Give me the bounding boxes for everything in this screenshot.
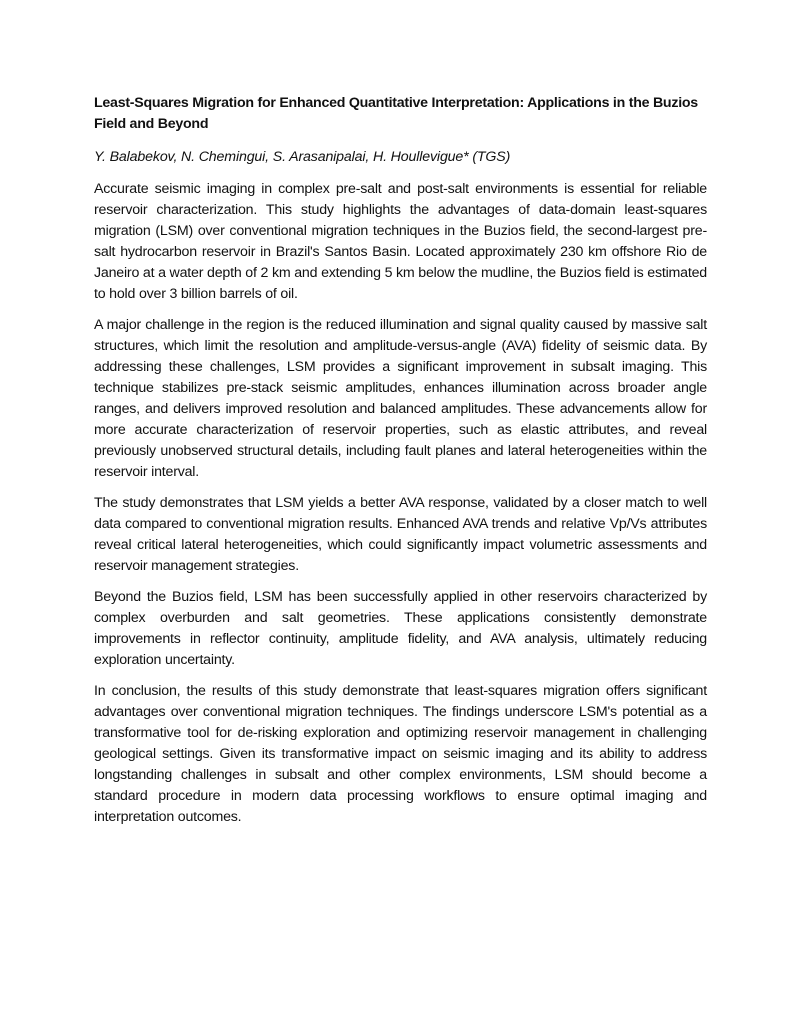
document-title: Least-Squares Migration for Enhanced Quantitative Interpretation: Applications in the Buzios Field and Beyond <box>94 95 698 132</box>
abstract-paragraph-5: In conclusion, the results of this study demonstrate that least-squares migration offers significant advantages over conventional migration techniques. The findings underscore LSM's potential as a transformative tool for de-risking exploration and optimizing reservoir management in challenging geological settings. Given its transformative impact on seismic imaging and its ability to address longstanding challenges in subsalt and other complex environments, LSM should become a standard procedure in modern data processing workflows to ensure optimal imaging and interpretation outcomes. <box>94 683 707 825</box>
abstract-paragraph-3: The study demonstrates that LSM yields a better AVA response, validated by a closer match to well data compared to conventional migration results. Enhanced AVA trends and relative Vp/Vs attributes reveal critical lateral heterogeneities, which could significantly impact volumetric assessments and reservoir management strategies. <box>94 495 707 574</box>
document-page <box>94 93 707 838</box>
abstract-paragraph-1: Accurate seismic imaging in complex pre-salt and post-salt environments is essential for reliable reservoir characterization. This study highlights the advantages of data-domain least-squares migration (LSM) over conventional migration techniques in the Buzios field, the second-largest pre-salt hydrocarbon reservoir in Brazil's Santos Basin. Located approximately 230 km offshore Rio de Janeiro at a water depth of 2 km and extending 5 km below the mudline, the Buzios field is estimated to hold over 3 billion barrels of oil. <box>94 181 707 302</box>
abstract-paragraph-2: A major challenge in the region is the reduced illumination and signal quality caused by massive salt structures, which limit the resolution and amplitude-versus-angle (AVA) fidelity of seismic data. By addressing these challenges, LSM provides a significant improvement in subsalt imaging. This technique stabilizes pre-stack seismic amplitudes, enhances illumination across broader angle ranges, and delivers improved resolution and balanced amplitudes. These advancements allow for more accurate characterization of reservoir properties, such as elastic attributes, and reveal previously unobserved structural details, including fault planes and lateral heterogeneities within the reservoir interval. <box>94 317 707 480</box>
document-authors: Y. Balabekov, N. Chemingui, S. Arasanipalai, H. Houllevigue* (TGS) <box>94 149 511 165</box>
abstract-paragraph-4: Beyond the Buzios field, LSM has been successfully applied in other reservoirs characterized by complex overburden and salt geometries. These applications consistently demonstrate improvements in reflector continuity, amplitude fidelity, and AVA analysis, ultimately reducing exploration uncertainty. <box>94 589 707 668</box>
